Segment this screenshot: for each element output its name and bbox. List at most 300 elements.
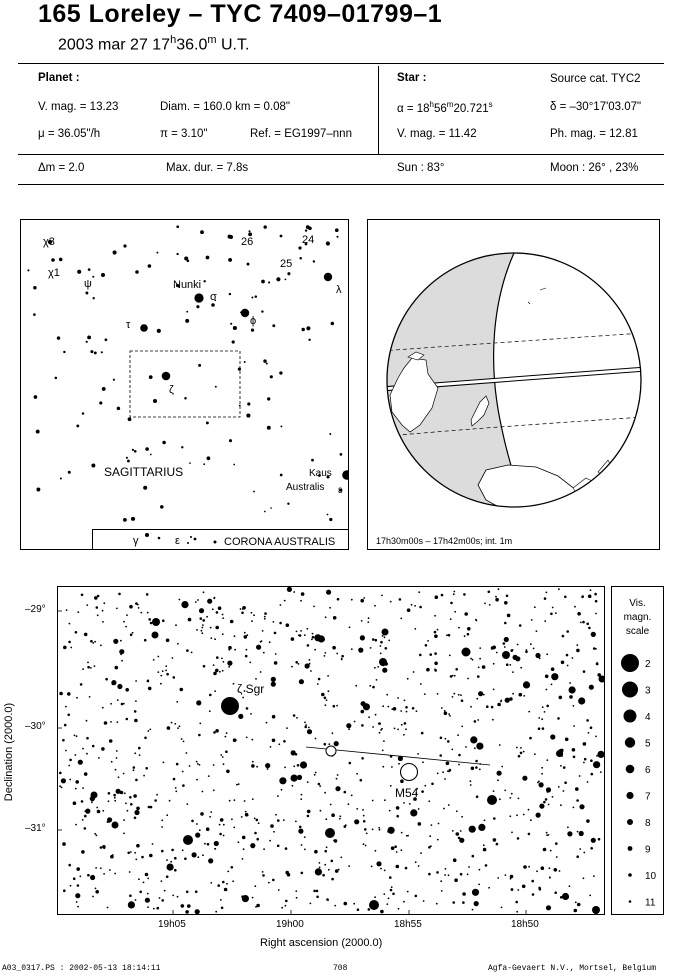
- field-star: [296, 717, 298, 719]
- field-star: [546, 834, 548, 836]
- field-star: [382, 750, 384, 752]
- field-star: [314, 634, 321, 641]
- field-star: [198, 734, 201, 737]
- field-star: [86, 737, 89, 740]
- field-star: [252, 798, 254, 800]
- field-star: [546, 653, 548, 655]
- finder-star: [331, 322, 334, 325]
- field-star: [135, 859, 137, 861]
- field-star: [293, 765, 295, 767]
- field-star: [134, 810, 139, 815]
- field-star: [132, 632, 134, 634]
- field-star: [371, 866, 373, 868]
- field-star: [539, 804, 544, 809]
- field-star: [326, 846, 328, 848]
- field-star: [418, 822, 422, 826]
- field-star: [195, 833, 200, 838]
- field-star: [298, 663, 300, 665]
- field-star: [84, 815, 87, 818]
- field-star: [135, 602, 138, 605]
- field-star: [517, 837, 520, 840]
- field-star: [374, 667, 376, 669]
- field-star: [278, 743, 280, 745]
- label-phi: ϕ: [250, 315, 257, 327]
- field-star: [134, 719, 138, 723]
- field-star: [307, 810, 311, 814]
- field-star: [219, 824, 221, 826]
- field-star: [407, 608, 411, 612]
- field-star: [541, 767, 543, 769]
- field-star: [186, 891, 189, 894]
- field-star: [554, 868, 558, 872]
- field-star: [180, 688, 184, 692]
- field-star: [339, 815, 341, 817]
- field-star: [206, 616, 208, 618]
- field-star: [215, 669, 219, 673]
- field-star: [528, 866, 530, 868]
- field-star: [171, 849, 174, 852]
- field-star: [567, 665, 569, 667]
- field-star: [222, 670, 224, 672]
- field-star: [228, 666, 230, 668]
- field-star: [61, 787, 63, 789]
- ytick-29: –29°: [25, 604, 46, 615]
- field-star: [161, 899, 164, 902]
- label-26: 26: [241, 236, 254, 248]
- field-star: [87, 874, 90, 877]
- field-star: [301, 592, 305, 596]
- field-star: [75, 754, 77, 756]
- field-star: [472, 889, 479, 896]
- field-star: [542, 727, 545, 730]
- field-star: [220, 754, 222, 756]
- field-star: [254, 885, 256, 887]
- field-star: [129, 894, 132, 897]
- legend-dot: [627, 819, 633, 825]
- field-star: [92, 642, 94, 644]
- field-star: [448, 874, 450, 876]
- field-star: [567, 831, 572, 836]
- field-star: [223, 661, 225, 663]
- field-star: [105, 678, 108, 681]
- label-epsilon: ε: [338, 485, 343, 496]
- field-star: [595, 736, 597, 738]
- field-star: [312, 633, 314, 635]
- field-star: [207, 843, 210, 846]
- field-star: [575, 901, 577, 903]
- field-star: [277, 845, 280, 848]
- field-star: [118, 593, 121, 596]
- field-star: [295, 753, 298, 756]
- finder-star: [132, 449, 134, 451]
- field-star: [394, 728, 396, 730]
- field-star: [496, 652, 498, 654]
- field-star: [147, 878, 149, 880]
- field-star: [242, 858, 244, 860]
- field-star: [108, 792, 111, 795]
- field-star: [174, 723, 176, 725]
- earth-globe: [368, 220, 659, 530]
- field-star: [264, 618, 266, 620]
- field-star: [325, 616, 327, 618]
- field-star: [219, 671, 221, 673]
- field-star: [367, 621, 369, 623]
- field-star: [495, 596, 497, 598]
- field-star: [209, 816, 211, 818]
- field-star: [256, 766, 258, 768]
- finder-star: [238, 367, 241, 370]
- field-star: [181, 601, 188, 608]
- field-star: [565, 738, 569, 742]
- field-star: [557, 717, 560, 720]
- field-star: [579, 831, 584, 836]
- finder-star: [240, 311, 242, 313]
- field-star: [363, 843, 365, 845]
- field-star: [157, 671, 159, 673]
- field-star: [550, 734, 555, 739]
- field-star: [561, 755, 563, 757]
- field-star: [218, 606, 222, 610]
- field-star: [296, 897, 298, 899]
- finder-star: [36, 488, 40, 492]
- field-star: [469, 826, 476, 833]
- legend-scale: [612, 587, 663, 914]
- finder-star: [305, 229, 307, 231]
- field-star: [381, 595, 383, 597]
- field-star: [588, 595, 592, 599]
- field-star: [449, 715, 451, 717]
- field-star: [406, 711, 408, 713]
- field-star: [496, 843, 499, 846]
- field-star: [96, 834, 98, 836]
- field-star: [134, 817, 137, 820]
- field-star: [560, 765, 562, 767]
- field-star: [534, 753, 536, 755]
- field-star: [103, 847, 105, 849]
- field-star: [123, 621, 125, 623]
- finder-star: [160, 505, 164, 509]
- field-star: [458, 764, 460, 766]
- legend-label: 9: [645, 844, 651, 856]
- finder-star: [102, 387, 106, 391]
- field-star: [341, 655, 344, 658]
- field-star: [520, 667, 522, 669]
- field-star: [84, 633, 88, 637]
- field-star: [103, 602, 105, 604]
- field-star: [77, 611, 79, 613]
- field-star: [222, 633, 224, 635]
- field-star: [238, 714, 243, 719]
- field-star: [167, 726, 171, 730]
- field-star: [344, 902, 348, 906]
- field-star: [509, 797, 511, 799]
- field-star: [548, 804, 550, 806]
- field-star: [516, 814, 518, 816]
- finder-star: [329, 518, 332, 521]
- field-star: [92, 745, 95, 748]
- field-star: [251, 764, 255, 768]
- field-star: [75, 893, 80, 898]
- field-star: [183, 741, 185, 743]
- field-star: [299, 634, 302, 637]
- field-star: [450, 602, 453, 605]
- finder-star: [123, 518, 127, 522]
- finder-star: [247, 263, 250, 266]
- field-star: [372, 726, 374, 728]
- field-star: [78, 760, 83, 765]
- field-star: [233, 827, 235, 829]
- field-star: [109, 869, 111, 871]
- field-star: [279, 777, 286, 784]
- field-star: [315, 772, 317, 774]
- field-star: [595, 613, 597, 615]
- field-star: [69, 759, 72, 762]
- xtick-19h00: 19h00: [276, 919, 304, 930]
- field-star: [67, 692, 71, 696]
- field-star: [216, 656, 219, 659]
- field-star: [336, 778, 338, 780]
- field-star: [118, 776, 120, 778]
- finder-star: [215, 386, 217, 388]
- field-star: [207, 599, 212, 604]
- label-m54: M54: [395, 786, 419, 800]
- field-star: [177, 643, 179, 645]
- field-star: [573, 807, 575, 809]
- field-star: [187, 904, 191, 908]
- field-star: [384, 799, 386, 801]
- field-star: [269, 641, 271, 643]
- field-star: [153, 908, 155, 910]
- field-star: [437, 629, 439, 631]
- field-star: [301, 872, 304, 875]
- delta-magnitude: Δm = 2.0: [38, 162, 85, 174]
- field-star: [589, 685, 594, 690]
- field-star: [382, 766, 384, 768]
- field-star: [326, 699, 328, 701]
- field-star: [411, 604, 413, 606]
- field-star: [533, 648, 535, 650]
- field-star: [152, 843, 154, 845]
- finder-star: [101, 273, 105, 277]
- field-star: [226, 883, 228, 885]
- field-star: [322, 874, 325, 877]
- field-star: [182, 771, 184, 773]
- field-star: [251, 739, 253, 741]
- field-star: [286, 623, 290, 627]
- max-duration: Max. dur. = 7.8s: [166, 162, 249, 174]
- field-star: [96, 807, 98, 809]
- field-star: [569, 695, 573, 699]
- field-star: [374, 605, 376, 607]
- field-star: [380, 910, 384, 914]
- field-star: [263, 652, 265, 654]
- field-star: [447, 740, 450, 743]
- finder-star: [181, 446, 183, 448]
- label-zeta-sgr: ζ Sgr: [237, 682, 265, 696]
- field-star: [462, 892, 466, 896]
- x-axis-label: Right ascension (2000.0): [260, 937, 383, 949]
- field-star: [400, 710, 402, 712]
- field-star: [541, 866, 545, 870]
- field-star: [362, 809, 364, 811]
- field-star: [495, 598, 499, 602]
- finder-star: [228, 258, 232, 262]
- ytick-30: –30°: [25, 721, 46, 732]
- field-star: [403, 802, 405, 804]
- field-star: [336, 653, 338, 655]
- field-star: [247, 814, 249, 816]
- field-star: [102, 707, 104, 709]
- field-star: [242, 697, 244, 699]
- field-star: [195, 909, 200, 914]
- field-star: [558, 786, 560, 788]
- field-star: [101, 747, 105, 751]
- field-star: [470, 658, 472, 660]
- field-star: [281, 789, 283, 791]
- field-star: [82, 787, 84, 789]
- main-star-chart: [57, 586, 605, 915]
- field-star: [504, 601, 508, 605]
- finder-star: [140, 324, 148, 332]
- field-star: [111, 680, 116, 685]
- field-star: [550, 613, 553, 616]
- field-star: [518, 755, 521, 758]
- field-star: [448, 634, 451, 637]
- finder-star: [206, 421, 209, 424]
- field-star: [279, 622, 282, 625]
- field-star: [556, 856, 558, 858]
- field-star: [275, 653, 277, 655]
- field-star: [318, 678, 321, 681]
- finder-star: [127, 460, 130, 463]
- finder-star: [263, 359, 266, 362]
- field-star: [149, 729, 151, 731]
- field-star: [378, 723, 380, 725]
- finder-star: [128, 417, 132, 421]
- field-star: [436, 903, 438, 905]
- field-star: [201, 630, 203, 632]
- field-star: [226, 732, 228, 734]
- field-star: [213, 764, 215, 766]
- legend-dot: [629, 900, 632, 903]
- finder-star: [279, 371, 282, 374]
- field-star: [419, 654, 422, 657]
- finder-star: [99, 401, 102, 404]
- field-star: [590, 726, 593, 729]
- field-star: [349, 626, 351, 628]
- field-star: [388, 640, 390, 642]
- field-star: [376, 861, 381, 866]
- field-star: [144, 737, 147, 740]
- field-star: [374, 896, 376, 898]
- field-star: [467, 633, 470, 636]
- field-star: [479, 769, 481, 771]
- field-star: [535, 653, 540, 658]
- field-star: [222, 881, 225, 884]
- field-star: [304, 634, 306, 636]
- field-star: [532, 893, 535, 896]
- field-star: [505, 698, 510, 703]
- field-star: [511, 888, 514, 891]
- field-star: [488, 887, 490, 889]
- field-star: [116, 721, 118, 723]
- field-star: [176, 701, 178, 703]
- field-star: [314, 649, 316, 651]
- field-star: [452, 696, 454, 698]
- field-star: [179, 599, 181, 601]
- field-star: [253, 614, 255, 616]
- field-star: [448, 804, 450, 806]
- field-star: [418, 808, 420, 810]
- corona-australis-inset: [92, 529, 349, 550]
- field-star: [308, 727, 310, 729]
- field-star: [242, 895, 249, 902]
- info-mid-rule: [18, 154, 664, 155]
- field-star: [202, 791, 204, 793]
- field-star: [221, 658, 223, 660]
- field-star: [394, 845, 397, 848]
- field-star: [529, 737, 532, 740]
- field-star: [339, 818, 341, 820]
- field-star: [222, 617, 224, 619]
- field-star: [573, 725, 575, 727]
- legend-dot: [626, 792, 633, 799]
- field-star: [428, 873, 431, 876]
- label-lambda: λ: [336, 284, 342, 296]
- finder-star: [340, 453, 343, 456]
- field-star: [309, 659, 311, 661]
- finder-star: [33, 313, 36, 316]
- field-star: [554, 891, 557, 894]
- globe-time-range: 17h30m00s – 17h42m00s; int. 1m: [376, 536, 513, 546]
- field-star: [94, 665, 96, 667]
- field-star: [324, 652, 326, 654]
- field-star: [434, 652, 437, 655]
- field-star: [139, 891, 142, 894]
- field-star: [546, 759, 548, 761]
- field-star: [162, 670, 164, 672]
- field-star: [234, 799, 236, 801]
- field-star: [562, 635, 565, 638]
- field-star: [323, 639, 325, 641]
- field-star: [363, 820, 366, 823]
- field-star: [264, 612, 267, 615]
- field-star: [452, 830, 454, 832]
- field-star: [528, 809, 530, 811]
- field-star: [292, 785, 294, 787]
- field-star: [262, 871, 264, 873]
- field-star: [440, 880, 442, 882]
- field-star: [100, 645, 102, 647]
- field-star: [108, 800, 110, 802]
- finder-chart-panel: [20, 219, 349, 550]
- field-star: [476, 620, 478, 622]
- field-star: [110, 703, 112, 705]
- planet-diameter: Diam. = 160.0 km = 0.08": [160, 101, 291, 113]
- field-star: [109, 739, 113, 743]
- field-star: [504, 637, 509, 642]
- field-star: [213, 731, 216, 734]
- field-star: [314, 774, 316, 776]
- field-star: [593, 875, 595, 877]
- field-star: [364, 828, 367, 831]
- field-star: [123, 773, 125, 775]
- field-star: [320, 810, 322, 812]
- field-star: [497, 703, 501, 707]
- field-star: [299, 679, 304, 684]
- field-star: [566, 630, 569, 633]
- field-star: [147, 906, 149, 908]
